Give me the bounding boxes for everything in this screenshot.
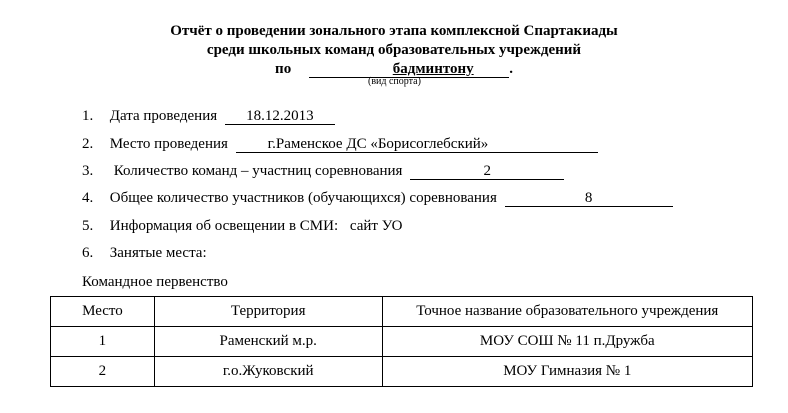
item-label: Место проведения xyxy=(109,136,228,152)
item-number: 5. xyxy=(82,218,94,234)
item-label: Занятые места: xyxy=(109,245,207,261)
item-label: Количество команд – участниц соревнования xyxy=(113,163,403,179)
item-number: 4. xyxy=(82,190,94,206)
item-venue xyxy=(82,135,598,153)
item-value: 18.12.2013 xyxy=(225,109,335,125)
item-value: сайт УО xyxy=(349,218,403,234)
item-places xyxy=(82,244,207,262)
item-value: 8 xyxy=(505,191,673,207)
results-table xyxy=(50,296,753,387)
item-number: 2. xyxy=(82,136,94,152)
item-value xyxy=(236,137,598,153)
item-number: 1. xyxy=(82,108,94,124)
team-standings-heading: Командное первенство xyxy=(82,274,228,290)
cell-place: 1 xyxy=(51,327,155,357)
item-value-text: г.Раменское ДС «Борисоглебский» xyxy=(267,136,489,152)
sport-prefix: по xyxy=(275,61,292,77)
sport-caption: (вид спорта) xyxy=(368,76,421,87)
column-header-place: Место xyxy=(51,297,155,327)
cell-territory: г.о.Жуковский xyxy=(154,357,382,387)
cell-place: 2 xyxy=(51,357,155,387)
sport-value: бадминтону xyxy=(392,61,474,77)
column-header-territory: Территория xyxy=(154,297,382,327)
item-participants xyxy=(82,189,673,207)
item-label: Общее количество участников (обучающихся) соревнования xyxy=(109,190,497,206)
sport-suffix: . xyxy=(509,61,513,77)
item-label: Информация об освещении в СМИ: xyxy=(109,218,339,234)
item-date xyxy=(82,107,335,125)
item-value: 2 xyxy=(410,164,564,180)
cell-institution: МОУ СОШ № 11 п.Дружба xyxy=(382,327,752,357)
item-label: Дата проведения xyxy=(109,108,218,124)
item-team-count xyxy=(82,162,564,180)
table-header-row xyxy=(51,297,753,327)
item-number: 6. xyxy=(82,245,94,261)
column-header-institution: Точное название образовательного учреждения xyxy=(382,297,752,327)
cell-territory: Раменский м.р. xyxy=(154,327,382,357)
report-title-line-1: Отчёт о проведении зонального этапа комплексной Спартакиады xyxy=(170,23,618,39)
table-row xyxy=(51,327,753,357)
item-media xyxy=(82,217,402,235)
table-row xyxy=(51,357,753,387)
item-number: 3. xyxy=(82,163,94,179)
report-title-line-2: среди школьных команд образовательных учреждений xyxy=(206,42,582,58)
cell-institution: МОУ Гимназия № 1 xyxy=(382,357,752,387)
